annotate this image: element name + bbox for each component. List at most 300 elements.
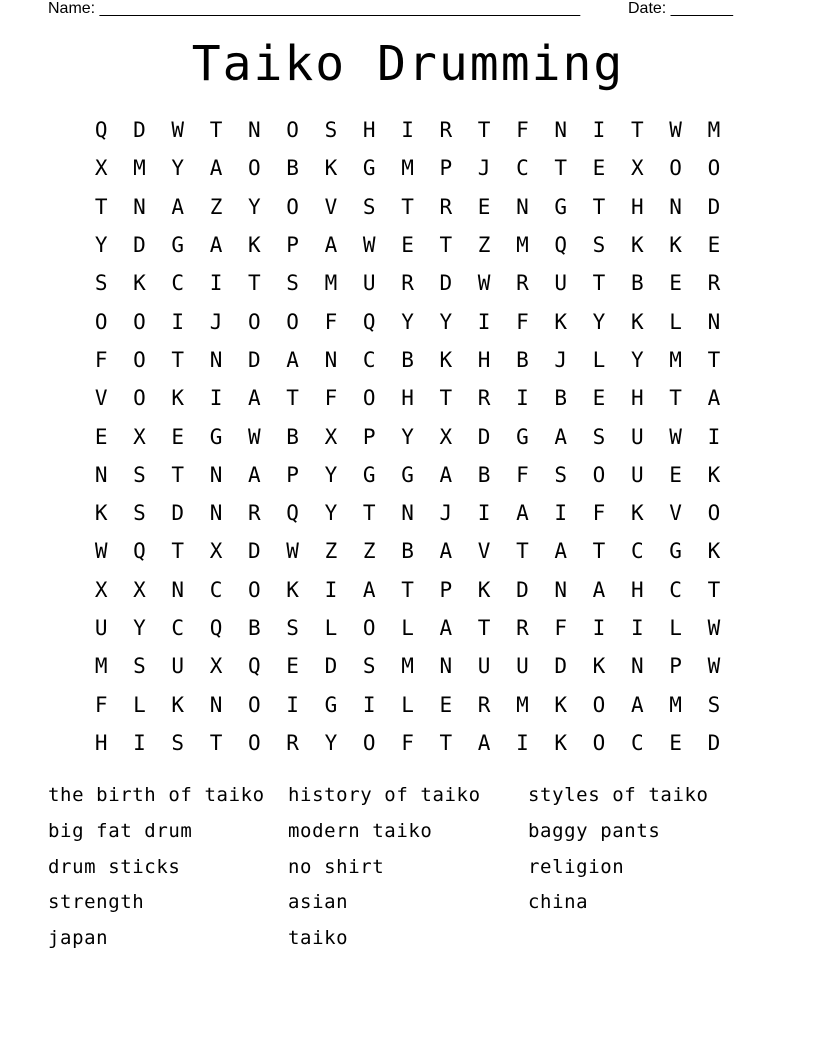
grid-letter: K [707,539,721,564]
grid-letter: X [133,424,146,449]
grid-letter: K [630,309,644,334]
grid-letter: O [248,309,261,334]
word-list-item: japan [48,927,109,950]
grid-letter: T [554,156,568,181]
grid-letter: Q [286,501,299,526]
grid-letter: T [592,271,606,296]
grid-letter: I [592,616,606,640]
grid-letter: H [630,194,644,219]
grid-letter: K [554,692,568,717]
grid-letter: Y [133,616,146,640]
grid-letter: A [707,386,721,411]
grid-letter: K [630,501,644,526]
grid-letter: F [516,462,529,487]
grid-letter: O [133,347,146,372]
grid-letter: N [669,194,682,219]
grid-letter: A [209,233,223,258]
grid-letter: K [669,233,682,258]
word-list-item: history of taiko [288,784,481,806]
grid-letter: Z [324,539,338,564]
grid-letter: N [401,501,414,526]
grid-letter: L [133,692,146,717]
grid-letter: D [554,654,568,679]
grid-letter: M [516,692,529,717]
grid-letter: L [324,616,338,640]
grid-letter: K [171,692,185,717]
grid-letter: A [630,692,644,717]
grid-letter: O [362,386,376,411]
grid-letter: R [439,194,453,219]
grid-letter: S [324,118,338,143]
grid-letter: V [669,501,682,526]
grid-letter: M [401,156,414,181]
grid-letter: B [248,616,261,640]
grid-letter: T [248,271,261,296]
grid-letter: Y [439,309,453,334]
grid-letter: M [669,347,682,372]
grid-letter: I [554,501,568,526]
grid-letter: M [707,118,721,143]
word-list-item: the birth of taiko [48,784,265,806]
grid-letter: Y [401,424,414,449]
word-list-item: baggy pants [528,819,661,842]
grid-letter: X [324,424,338,449]
grid-letter: C [630,730,644,755]
grid-letter: H [630,386,644,411]
grid-letter: Q [248,654,261,679]
grid-letter: N [439,654,453,679]
grid-letter: N [209,347,223,372]
grid-letter: T [209,730,223,755]
grid-letter: H [94,730,108,755]
grid-letter: Q [209,616,223,640]
grid-letter: G [516,424,529,449]
grid-letter: L [669,616,682,640]
grid-row [82,417,733,455]
grid-letter: O [248,577,261,602]
grid-letter: D [133,233,146,258]
grid-letter: I [133,730,146,755]
grid-letter: Y [171,156,185,181]
grid-letter: N [248,118,261,143]
grid-letter: T [439,730,453,755]
grid-letter: R [439,118,453,143]
grid-letter: J [477,156,491,181]
grid-letter: R [401,271,414,296]
grid-row [82,188,733,226]
grid-letter: T [592,194,606,219]
page-title: Taiko Drumming [191,36,625,92]
grid-letter: A [554,539,568,564]
grid-letter: O [248,692,261,717]
grid-letter: E [669,462,682,487]
grid-row [82,532,733,570]
grid-letter: F [324,386,338,411]
grid-letter: T [171,347,185,372]
grid-letter: N [209,501,223,526]
grid-letter: A [439,616,453,640]
grid-letter: E [592,386,606,411]
grid-letter: A [592,577,606,602]
grid-letter: Z [362,539,376,564]
grid-letter: A [171,194,185,219]
grid-letter: M [324,271,338,296]
grid-letter: S [286,271,299,296]
grid-letter: B [554,386,568,411]
grid-letter: W [707,654,721,679]
grid-letter: P [439,577,453,602]
grid-letter: B [477,462,491,487]
grid-letter: K [554,730,568,755]
grid-letter: D [248,539,261,564]
grid-letter: O [286,309,299,334]
grid-letter: O [362,616,376,640]
grid-row [82,379,733,417]
grid-letter: P [439,156,453,181]
grid-letter: W [94,539,108,564]
grid-letter: S [94,271,108,296]
grid-letter: P [286,233,299,258]
grid-letter: I [477,309,491,334]
grid-letter: O [669,156,682,181]
grid-letter: O [94,309,108,334]
grid-letter: T [362,501,376,526]
grid-letter: X [133,577,146,602]
grid-letter: I [209,386,223,411]
grid-letter: C [209,577,223,602]
grid-letter: S [362,194,376,219]
grid-letter: O [707,501,721,526]
grid-letter: S [133,462,146,487]
grid-letter: I [171,309,185,334]
grid-letter: T [171,539,185,564]
grid-letter: Y [324,462,338,487]
grid-letter: N [94,462,108,487]
grid-letter: O [362,730,376,755]
grid-letter: O [133,386,146,411]
grid-row [82,609,733,647]
grid-letter: G [362,462,376,487]
grid-letter: Y [592,309,606,334]
grid-letter: R [516,271,529,296]
grid-letter: Q [94,118,108,143]
grid-letter: R [248,501,261,526]
grid-letter: B [286,156,299,181]
grid-letter: G [324,692,338,717]
grid-letter: S [133,654,146,679]
grid-letter: T [630,118,644,143]
grid-letter: M [401,654,414,679]
grid-row [82,647,733,685]
grid-letter: D [707,730,721,755]
grid-letter: C [669,577,682,602]
grid-letter: R [477,386,491,411]
grid-row [82,685,733,723]
grid-letter: N [707,309,721,334]
grid-letter: Y [324,501,338,526]
grid-letter: C [171,616,185,640]
grid-letter: R [477,692,491,717]
grid-letter: S [286,616,299,640]
grid-letter: W [707,616,721,640]
grid-letter: C [362,347,376,372]
grid-letter: D [133,118,146,143]
grid-letter: N [630,654,644,679]
word-list-item: asian [288,891,349,914]
word-list-item: drum sticks [48,855,181,878]
grid-letter: S [592,233,606,258]
grid-letter: E [401,233,414,258]
grid-letter: E [286,654,299,679]
grid-letter: Y [94,233,108,258]
grid-letter: A [439,462,453,487]
grid-letter: Q [362,309,376,334]
grid-letter: K [171,386,185,411]
grid-letter: L [669,309,682,334]
grid-letter: W [669,118,682,143]
word-list-item: strength [48,891,145,914]
grid-letter: X [94,156,108,181]
grid-letter: O [592,730,606,755]
grid-letter: M [94,654,108,679]
grid-letter: S [592,424,606,449]
grid-letter: U [362,271,376,296]
grid-letter: K [324,156,338,181]
grid-letter: E [171,424,185,449]
grid-letter: S [707,692,721,717]
grid-letter: O [592,692,606,717]
grid-letter: O [286,194,299,219]
grid-letter: B [286,424,299,449]
grid-letter: J [439,501,453,526]
grid-letter: X [209,539,223,564]
grid-letter: U [516,654,529,679]
word-list-item: no shirt [288,855,385,878]
word-bank [48,778,788,957]
grid-letter: N [516,194,529,219]
grid-row [82,264,733,302]
grid-letter: N [133,194,146,219]
grid-letter: F [94,347,108,372]
grid-letter: A [324,233,338,258]
grid-letter: T [477,616,491,640]
grid-letter: T [209,118,223,143]
grid-row [82,149,733,187]
grid-letter: D [439,271,453,296]
grid-letter: I [324,577,338,602]
grid-letter: I [516,386,529,411]
grid-letter: C [516,156,529,181]
grid-letter: E [94,424,108,449]
grid-letter: A [362,577,376,602]
grid-letter: E [439,692,453,717]
grid-letter: F [516,118,529,143]
grid-letter: G [209,424,223,449]
grid-row [82,724,733,762]
grid-letter: U [477,654,491,679]
grid-letter: T [669,386,682,411]
grid-letter: M [516,233,529,258]
grid-letter: I [477,501,491,526]
grid-letter: X [209,654,223,679]
grid-letter: F [401,730,414,755]
grid-letter: W [477,271,491,296]
grid-letter: K [133,271,146,296]
grid-letter: X [630,156,644,181]
grid-letter: Y [630,347,644,372]
grid-letter: T [516,539,529,564]
grid-letter: W [362,233,376,258]
grid-letter: D [324,654,338,679]
grid-letter: A [439,539,453,564]
date-field: Date: _______ [628,0,733,17]
grid-letter: I [401,118,414,143]
grid-letter: H [362,118,376,143]
grid-letter: E [669,730,682,755]
grid-letter: G [554,194,568,219]
grid-letter: R [286,730,299,755]
grid-letter: A [286,347,299,372]
grid-letter: S [133,501,146,526]
grid-letter: K [439,347,453,372]
grid-letter: H [477,347,491,372]
grid-row [82,341,733,379]
grid-letter: K [94,501,108,526]
grid-letter: G [362,156,376,181]
grid-letter: T [439,386,453,411]
grid-letter: P [362,424,376,449]
grid-letter: U [554,271,568,296]
grid-letter: T [707,577,721,602]
grid-letter: G [171,233,185,258]
grid-letter: U [630,462,644,487]
grid-row [82,456,733,494]
grid-letter: M [669,692,682,717]
grid-letter: A [554,424,568,449]
grid-letter: I [209,271,223,296]
grid-letter: A [477,730,491,755]
grid-letter: N [554,118,568,143]
grid-letter: F [592,501,606,526]
grid-letter: I [286,692,299,717]
grid-letter: J [209,309,223,334]
grid-letter: I [592,118,606,143]
grid-letter: S [362,654,376,679]
grid-letter: G [401,462,414,487]
grid-letter: E [707,233,721,258]
grid-letter: H [630,577,644,602]
grid-letter: N [554,577,568,602]
grid-letter: O [707,156,721,181]
grid-letter: W [248,424,261,449]
grid-letter: O [592,462,606,487]
grid-letter: A [248,462,261,487]
grid-letter: R [707,271,721,296]
grid-letter: Z [477,233,491,258]
grid-letter: K [286,577,299,602]
word-list-item: religion [528,855,625,878]
word-list-item: big fat drum [48,819,193,842]
grid-letter: T [171,462,185,487]
grid-letter: L [401,616,414,640]
grid-letter: X [439,424,453,449]
grid-letter: N [209,462,223,487]
grid-letter: E [477,194,491,219]
grid-letter: B [401,539,414,564]
grid-letter: B [516,347,529,372]
grid-letter: B [401,347,414,372]
grid-letter: T [707,347,721,372]
name-field: Name: ______________________________________________________ [48,0,581,17]
grid-letter: K [592,654,606,679]
grid-letter: L [592,347,606,372]
grid-letter: R [516,616,529,640]
grid-letter: U [630,424,644,449]
header [48,0,748,20]
grid-letter: X [94,577,108,602]
grid-letter: P [286,462,299,487]
grid-letter: Y [324,730,338,755]
grid-letter: T [439,233,453,258]
grid-letter: Y [401,309,414,334]
grid-letter: N [171,577,185,602]
grid-letter: T [94,194,108,219]
grid-letter: Y [248,194,261,219]
grid-letter: H [401,386,414,411]
grid-letter: T [286,386,299,411]
grid-letter: B [630,271,644,296]
grid-letter: C [630,539,644,564]
grid-letter: Q [133,539,146,564]
grid-letter: F [324,309,338,334]
grid-letter: K [248,233,261,258]
grid-letter: L [401,692,414,717]
grid-letter: D [477,424,491,449]
grid-letter: J [554,347,568,372]
grid-letter: P [669,654,682,679]
grid-letter: E [592,156,606,181]
grid-letter: I [630,616,644,640]
grid-letter: M [133,156,146,181]
grid-letter: V [324,194,338,219]
grid-letter: V [477,539,491,564]
grid-row [82,494,733,532]
grid-letter: N [324,347,338,372]
grid-letter: Q [554,233,568,258]
grid-letter: U [171,654,185,679]
grid-letter: D [248,347,261,372]
grid-row [82,571,733,609]
grid-letter: A [248,386,261,411]
grid-letter: S [554,462,568,487]
grid-letter: K [707,462,721,487]
grid-letter: K [554,309,568,334]
grid-letter: F [516,309,529,334]
grid-letter: I [707,424,721,449]
letter-grid [82,111,733,762]
word-list-item: styles of taiko [528,784,709,806]
grid-letter: A [516,501,529,526]
grid-letter: T [477,118,491,143]
grid-letter: T [592,539,606,564]
grid-letter: F [94,692,108,717]
grid-letter: T [401,194,414,219]
grid-letter: N [209,692,223,717]
grid-letter: W [669,424,682,449]
grid-letter: A [209,156,223,181]
grid-letter: F [554,616,568,640]
word-list-item: modern taiko [288,819,433,842]
